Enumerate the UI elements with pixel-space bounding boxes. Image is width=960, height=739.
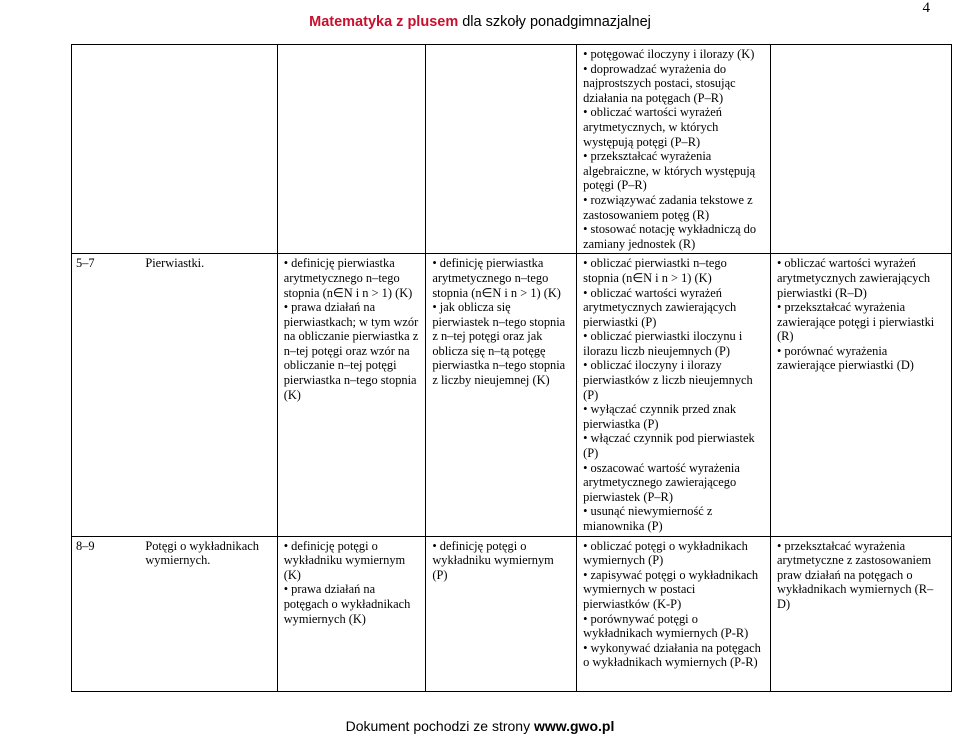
- cell-hours: 5–7: [72, 254, 140, 536]
- cell-extended: [771, 45, 952, 254]
- list-item: • jak oblicza się pierwiastek n–tego stopnia z n–tej potęgi oraz jak oblicza się n–tą potęgę pierwiastka n–tego stopnia z liczby nieujemnej (K): [432, 300, 566, 388]
- cell-skills: [577, 254, 771, 536]
- table-row: [72, 536, 952, 691]
- list-item: • włączać czynnik pod pierwiastek (P): [583, 431, 755, 461]
- header-subtitle: dla szkoły ponadgimnazjalnej: [458, 14, 651, 30]
- cell-knows: [277, 45, 426, 254]
- list-item: • stosować notację wykładniczą do zamiany jednostek (R): [583, 222, 757, 251]
- list-item: • obliczać pierwiastki n–tego stopnia (n∈N i n > 1) (K): [583, 256, 727, 285]
- cell-topic: Potęgi o wykładnikach wymiernych.: [139, 536, 277, 691]
- cell-hours: 8–9: [72, 536, 140, 691]
- cell-understands: [426, 536, 577, 691]
- list-item: • rozwiązywać zadania tekstowe z zastosowaniem potęg (R): [583, 192, 753, 222]
- list-item: • przekształcać wyrażenia zawierające potęgi i pierwiastki (R): [777, 300, 935, 344]
- list-item: • definicję potęgi o wykładniku wymiernym (K): [283, 538, 406, 582]
- page-footer: [0, 718, 960, 734]
- list-item: • obliczać iloczyny i ilorazy pierwiastków z liczb nieujemnych (P): [583, 358, 753, 402]
- cell-skills: [577, 45, 771, 254]
- cell-understands: [426, 254, 577, 536]
- header-brand: Matematyka z plusem: [309, 14, 459, 30]
- table-row: [72, 254, 952, 536]
- list-item: • usunąć niewymierność z mianownika (P): [583, 504, 713, 533]
- list-item: • doprowadzać wyrażenia do najprostszych postaci, stosując działania na potęgach (P–R): [583, 61, 736, 105]
- list-item: • obliczać wartości wyrażeń arytmetycznych zawierających pierwiastki (R–D): [777, 256, 931, 300]
- list-item: • porównywać potęgi o wykładnikach wymiernych (P-R): [583, 611, 749, 641]
- footer-link[interactable]: www.gwo.pl: [533, 718, 615, 734]
- list-item: • definicję pierwiastka arytmetycznego n–tego stopnia (n∈N i n > 1) (K): [283, 256, 413, 300]
- cell-topic: [139, 45, 277, 254]
- list-item: • obliczać wartości wyrażeń arytmetycznych, w których występują potęgi (P–R): [583, 105, 722, 149]
- cell-knows: [277, 254, 426, 536]
- list-item: • oszacować wartość wyrażenia arytmetycznego zawierającego pierwiastek (P–R): [583, 460, 740, 504]
- cell-topic: Pierwiastki.: [139, 254, 277, 536]
- cell-extended: [771, 254, 952, 536]
- footer-text: Dokument pochodzi ze strony: [345, 718, 534, 734]
- list-item: • prawa działań na potęgach o wykładnikach wymiernych (K): [283, 582, 411, 626]
- list-item: • obliczać wartości wyrażeń arytmetycznych zawierających pierwiastki (P): [583, 285, 737, 329]
- list-item: • obliczać potęgi o wykładnikach wymiernych (P): [583, 538, 748, 568]
- cell-knows: [277, 536, 426, 691]
- cell-understands: [426, 45, 577, 254]
- list-item: • prawa działań na pierwiastkach; w tym wzór na obliczanie pierwiastka z n–tej potęgi oraz wzór na obliczanie n–tej potęgi pierwiastka n–tego stopnia (K): [283, 300, 419, 402]
- list-item: • obliczać pierwiastki iloczynu i ilorazu liczb nieujemnych (P): [583, 329, 743, 358]
- list-item: • wykonywać działania na potęgach o wykładnikach wymiernych (P-R): [583, 640, 761, 670]
- list-item: • porównać wyrażenia zawierające pierwiastki (D): [777, 343, 914, 373]
- list-item: • przekształcać wyrażenia algebraiczne, w których występują potęgi (P–R): [583, 149, 756, 193]
- list-item: • potęgować iloczyny i ilorazy (K): [583, 47, 755, 61]
- list-item: • przekształcać wyrażenia arytmetyczne z zastosowaniem praw działań na potęgach o wykładnikach wymiernych (R–D): [777, 538, 934, 611]
- cell-hours: [72, 45, 140, 254]
- page-header: [0, 14, 960, 30]
- list-item: • definicję potęgi o wykładniku wymiernym (P): [432, 538, 554, 582]
- list-item: • wyłączać czynnik przed znak pierwiastka (P): [583, 402, 737, 431]
- page-number: 4: [922, 0, 930, 16]
- curriculum-table: [71, 44, 952, 692]
- list-item: • zapisywać potęgi o wykładnikach wymiernych w postaci pierwiastków (K-P): [583, 567, 759, 611]
- table-row-continuation: [72, 45, 952, 254]
- cell-extended: [771, 536, 952, 691]
- cell-skills: [577, 536, 771, 691]
- list-item: • definicję pierwiastka arytmetycznego n–tego stopnia (n∈N i n > 1) (K): [432, 256, 561, 300]
